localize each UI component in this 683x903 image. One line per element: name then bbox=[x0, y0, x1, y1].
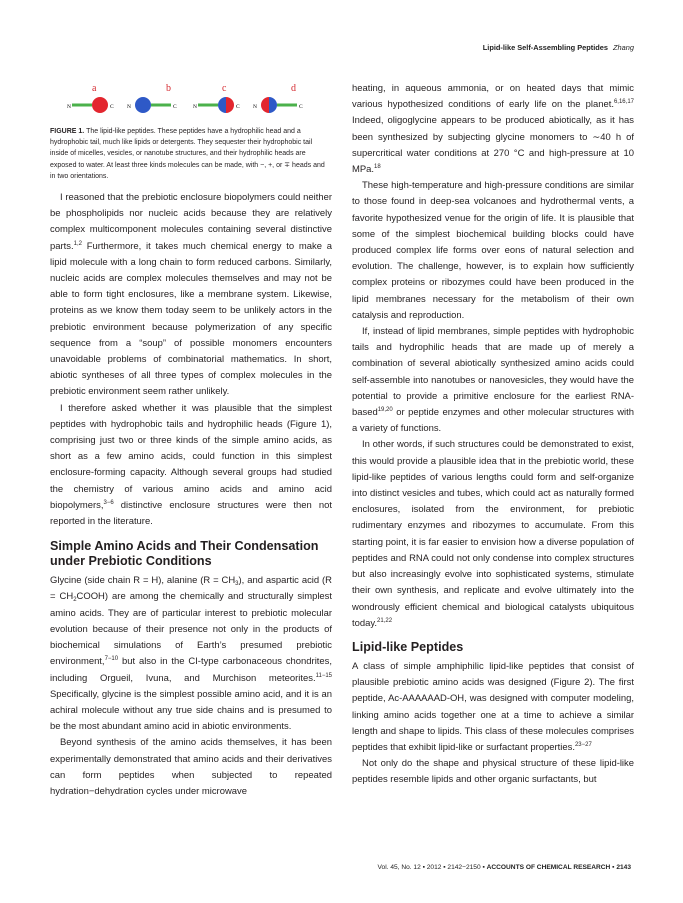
head-half-negative-d bbox=[261, 97, 269, 113]
c-terminus-a: C bbox=[110, 104, 114, 110]
figure-caption-text: The lipid-like peptides. These peptides have a hydrophilic head and a hydrophobic tail, much like lipids or detergents. They sequester their hydrophobic tail inside of micelles, vesicles, or nanotube structures, and their hydrophilic heads are exposed to water. At least three kinds molecules can be made, with −, +, or ∓ heads and in two orientations. bbox=[50, 128, 325, 180]
left-paragraph-4: Beyond synthesis of the amino acids themselves, it has been experimentally demonstrated that amino acids and their derivatives can form peptides when subjected to repeated hydration−dehydration cycles under microwave bbox=[50, 737, 332, 797]
left-paragraph-1: I reasoned that the prebiotic enclosure biopolymers could neither be phospholipids nor nucleic acids because they are relatively complex multicomponent molecules containing several distinctive parts.$^{1,2}$ Furthermore, it takes much chemical energy to make a lipid molecule with a long chain to form reduced carbons. Similarly, nucleic acids are complex molecules themselves and may not be able to form tight enclosures, like a membrane system. Likewise, proteins as we know them today seem to be unlikely actors in the prebiotic environment because polymerization of any specific sequence from a “soup” of possible monomers encounters unavoidable problems of combinatorial mathematics. In short, abiotic syntheses of all three types of complex molecules in the prebiotic environment seem rather unlikely. bbox=[50, 192, 332, 398]
running-head-author: Zhang bbox=[613, 43, 634, 52]
figure-caption bbox=[50, 126, 332, 182]
figure-1 bbox=[50, 78, 332, 126]
figure-caption-label: FIGURE 1. bbox=[50, 128, 85, 135]
footer-journal: ACCOUNTS OF CHEMICAL RESEARCH ▪ 2143 bbox=[486, 864, 631, 871]
right-paragraph-1: heating, in aqueous ammonia, or on heated days that mimic various hypothesized conditions of early life on the planet.$^{6,16,17}$ Indeed, oligoglycine appears to be produced abiotically, as it has been synthesized by subjecting glycine monomers to ∼40 h of supercritical water conditions at 270 °C and high-pressure at 10 MPa.$^{18}$ bbox=[352, 83, 634, 176]
molecule-a bbox=[67, 83, 114, 113]
n-terminus-d: N bbox=[253, 104, 257, 110]
section-heading-amino-acids: Simple Amino Acids and Their Condensation under Prebiotic Conditions bbox=[50, 539, 319, 569]
running-head-title: Lipid-like Self-Assembling Peptides bbox=[482, 43, 609, 52]
molecule-d bbox=[253, 83, 303, 113]
right-column bbox=[352, 81, 634, 789]
molecule-b bbox=[127, 83, 177, 113]
head-half-positive-c bbox=[218, 97, 226, 113]
left-paragraph-3: Glycine (side chain R = H), alanine $(R = CH_3)$, and aspartic acid $(R = CH_2COOH)$ are among the chemically and structurally simplest amino acids. They are of particular interest to prebiotic molecular evolution because of their presence not only in the products of biochemical simulations of Earth’s presumed prebiotic environment,$^{7-10}$ but also in the CI-type carbonaceous chondrites, including Orgueil, Ivuna, and Murchison meteorites.$^{11-15}$ Specifically, glycine is the simplest possible amino acid, and it is an achiral molecule without any true side chains and is presumed to be the most abundant amino acid in abiotic environments. bbox=[50, 575, 333, 733]
n-terminus-a: N bbox=[67, 104, 71, 110]
head-positive-b bbox=[135, 97, 151, 113]
letter-a: a bbox=[92, 83, 97, 94]
running-head bbox=[483, 43, 634, 52]
left-paragraph-2: I therefore asked whether it was plausible that the simplest peptides with hydrophobic tails and hydrophilic heads (Figure 1), comprising just two or three kinds of the simple amino acids, as short as a few amino acids, could function in this simplest enclosure-forming capacity. Although several groups had studied the chemistry of various amino acids and amino acid biopolymers,$^{3-6}$ distinctive enclosure structures were then not reported in the literature. bbox=[50, 402, 332, 528]
right-paragraph-3: If, instead of lipid membranes, simple peptides with hydrophobic tails and hydrophilic heads that are made up of merely a combination of several abiotically synthesized amino acids could self-assemble into nanotubes or nanovesicles, they would have the potential to provide a primitive enclosure for the earliest RNA-based$^{19,20}$ or peptide enzymes and other molecular structures with a variety of functions. bbox=[352, 326, 634, 435]
n-terminus-c: N bbox=[193, 104, 197, 110]
head-negative-a bbox=[92, 97, 108, 113]
right-paragraph-6: Not only do the shape and physical structure of these lipid-like peptides resemble lipids and other organic surfactants, but bbox=[352, 758, 634, 786]
letter-c: c bbox=[222, 83, 227, 94]
head-half-positive-d bbox=[269, 97, 277, 113]
right-paragraph-2: These high-temperature and high-pressure conditions are similar to those found in deep-sea volcanoes and hydrothermal vents, a favorite hypothesized venue for the origin of life. It is plausible that some of the simplest biochemical building blocks could have produced complex life forms over eons of natural selection and evolution. The challenge, however, is to explain how sufficiently complex proteins or ribozymes could have been produced in the lipid membranes necessary for the metabolism of their own catalysis and reproduction. bbox=[352, 180, 634, 321]
molecule-c bbox=[193, 83, 240, 113]
letter-d: d bbox=[291, 83, 296, 94]
section-heading-lipid-like-peptides: Lipid-like Peptides bbox=[352, 639, 464, 654]
letter-b: b bbox=[166, 83, 171, 94]
right-paragraph-5: A class of simple amphiphilic lipid-like peptides that consist of plausible prebiotic amino acids was designed (Figure 2). The first peptide, Ac-AAAAAAD-OH, was designed with computer modeling, linking amino acids together one at a time to achieve a similar length and shape to lipids. This class of these molecules comprises peptides that exhibit lipid-like or surfactant properties.$^{23-27}$ bbox=[352, 660, 634, 753]
c-terminus-d: C bbox=[299, 104, 303, 110]
right-paragraph-4: In other words, if such structures could be demonstrated to exist, this would provide a plausible idea that in the prebiotic world, these lipid-like peptides of various lengths could form and self-organize into distinct vesicles and tubes, which could act as naturally formed enclosures, isolated from the environment, for prebiotic rudimentary enzymes and ribozymes to accumulate. From this starting point, it is far easier to envision how a diverse population of peptides and RNA could not only condense into complex structures but also increasingly evolve into sophisticated systems, stimulate their own synthesis, and replicate and evolve ultimately into the wondrously efficient chemical and biological catalysts ubiquitous today.$^{21,22}$ bbox=[352, 439, 634, 629]
n-terminus-b: N bbox=[127, 104, 131, 110]
c-terminus-c: C bbox=[236, 104, 240, 110]
footer-volume: Vol. 45, No. 12 ▪ 2012 ▪ 2142−2150 ▪ bbox=[377, 864, 487, 871]
head-half-negative-c bbox=[226, 97, 234, 113]
page-footer bbox=[378, 864, 632, 871]
lipid-peptide-diagram bbox=[50, 78, 332, 126]
c-terminus-b: C bbox=[173, 104, 177, 110]
left-column bbox=[50, 78, 332, 800]
